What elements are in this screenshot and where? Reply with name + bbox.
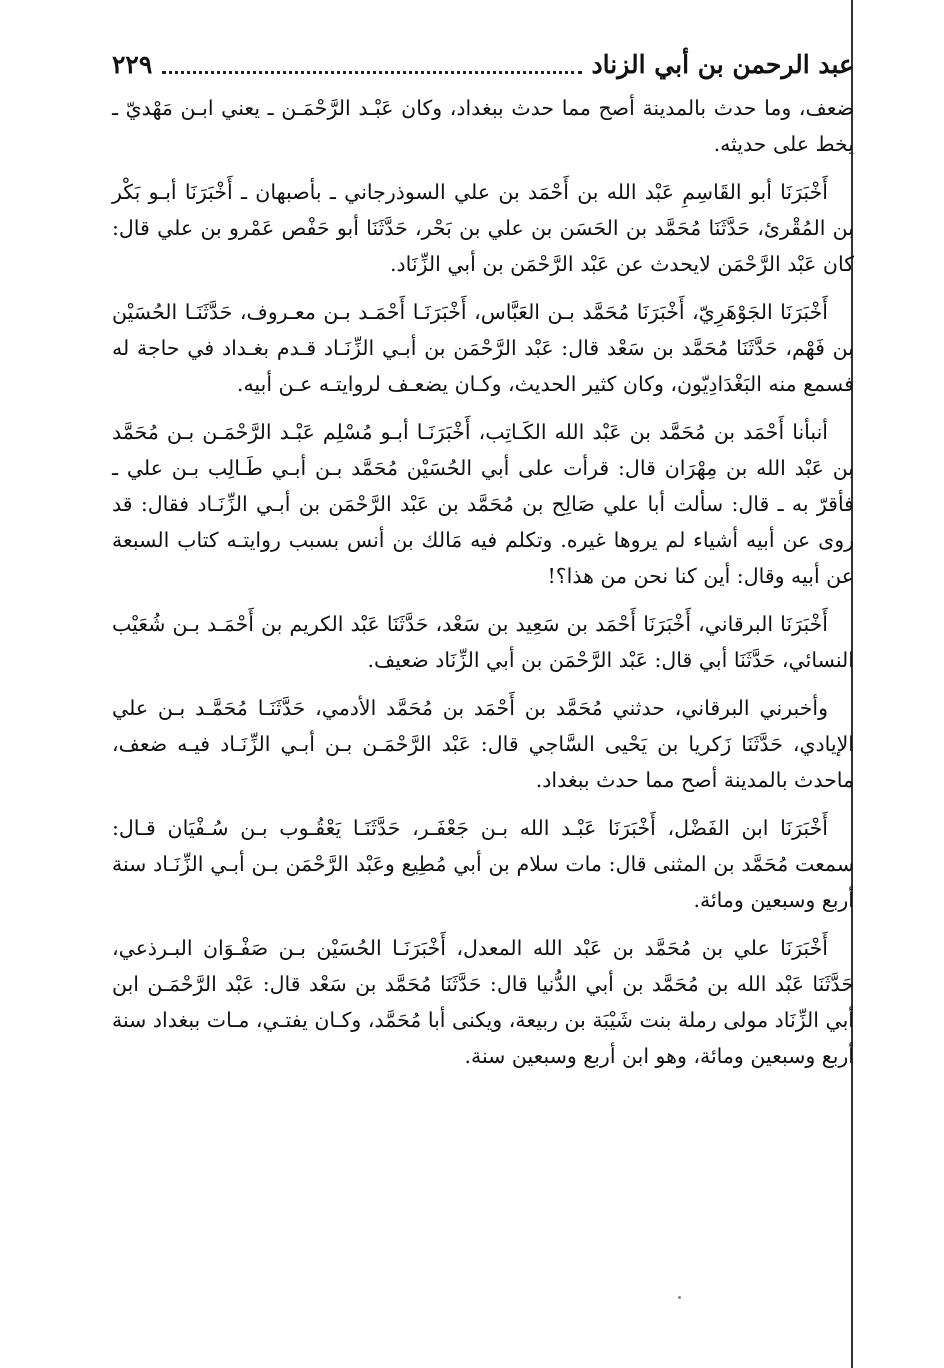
paragraph-1: ضعف، وما حدث بالمدينة أصح مما حدث ببغداد، وكان عَبْـد الرَّحْمَـن ـ يعني ابـن مَهْديّ ـ يخط على حديثه. [112, 96, 854, 156]
paragraph-4: أنبأنا أَحْمَد بن مُحَمَّد بن عَبْد الله الكَـاتِب، أَخْبَرَنَـا أبـو مُسْلِم عَبْـد الرَّحْمَـن بـن مُحَمَّد بن عَبْد الله بن مِهْرَان قال: قرأت على أبي الحُسَيْن مُحَمَّد بـن أبـي طَـالِب بـن علي ـ فأقرّ به ـ قال: سألت أبا علي صَالِح بن مُحَمَّد بن عَبْد الرَّحْمَن بن أبـي الزِّنَـاد فقال: قد روى عن أبيه أشياء لم يروها غيره. وتكلم فيه مَالك بن أنس بسبب روايتـه كتاب السبعة عن أبيه وقال: أين كنا نحن من هذا؟! [112, 420, 854, 588]
paragraph-7: أَخْبَرَنَا ابن الفَضْل، أَخْبَرَنَا عَبْـد الله بـن جَعْفَـر، حَدَّثَنَـا يَعْقُـوب بـن سُـفْيَان قـال: سمعت مُحَمَّد بن المثنى قال: مات سلام بن أبي مُطِيع وعَبْد الرَّحْمَن بـن أبـي الزِّنَـاد سنة أربع وسبعين ومائة. [112, 816, 854, 912]
paragraph-3: أَخْبَرَنَا الجَوْهَرِيّ، أَخْبَرَنَا مُحَمَّد بـن العَبَّاس، أَخْبَرَنَـا أَحْمَـد بـن معـروف، حَدَّثَنَـا الحُسَيْن بن فَهْم، حَدَّثَنَا مُحَمَّد بن سَعْد قال: عَبْد الرَّحْمَن بن أبـي الزِّنَـاد قـدم بغـداد في حاجة له فسمع منه البَغْدَادِيّون، وكان كثير الحديث، وكـان يضعـف لروايتـه عـن أبيه. [112, 300, 854, 396]
paragraph-2: أَخْبَرَنَا أبو القَاسِمِ عَبْد الله بن أَحْمَد بن علي السوذرجاني ـ بأصبهان ـ أَخْبَرَنَا أبـو بَكْر بن المُقْرئ، حَدَّثَنَا مُحَمَّد بن الحَسَن بن علي بن بَحْر، حَدَّثَنَا أبو حَفْص عَمْرو بن علي قال: كان عَبْد الرَّحْمَن لايحدث عن عَبْد الرَّحْمَن بن أبي الزِّنَاد. [112, 180, 854, 276]
page-number: ٢٢٩ [112, 49, 153, 79]
paragraph-6: وأخبرني البرقاني، حدثني مُحَمَّد بن أَحْمَد بن مُحَمَّد الأدمي، حَدَّثَنَـا مُحَمَّـد بـن علي الإيادي، حَدَّثَنَا زَكريا بن يَحْيى السَّاجي قال: عَبْد الرَّحْمَـن بـن أبـي الزِّنَـاد فيـه ضعف، ماحدث بالمدينة أصح مما حدث ببغداد. [112, 696, 854, 792]
header-title: عبد الرحمن بن أبي الزناد [591, 49, 854, 79]
paragraph-8: أَخْبَرَنَا علي بن مُحَمَّد بن عَبْد الله المعدل، أَخْبَرَنَـا الحُسَيْن بـن صَفْـوَان البـرذعي، حَدَّثَنَا عَبْد الله بن مُحَمَّد بن أبي الدُّنيا قال: حَدَّثَنَا مُحَمَّد بن سَعْد قال: عَبْد الرَّحْمَـن ابن أبي الزِّنَاد مولى رملة بنت شَيْبَة بن ربيعة، ويكنى أبا مُحَمَّد، وكـان يفتـي، مـات ببغداد سنة أربع وسبعين ومائة، وهو ابن أربع وسبعين سنة. [112, 936, 854, 1068]
page-body [112, 90, 854, 1086]
header-dot-leader [162, 71, 581, 74]
scan-speck [678, 1296, 681, 1299]
paragraph-5: أَخْبَرَنَا البرقاني، أَخْبَرَنَا أَحْمَد بن سَعِيد بن سَعْد، حَدَّثَنَا عَبْد الكريم بن أَحْمَـد بـن شُعَيْب النسائي، حَدَّثَنَا أبي قال: عَبْد الرَّحْمَن بن أبي الزِّنَاد ضعيف. [112, 612, 854, 672]
running-header [112, 44, 854, 84]
